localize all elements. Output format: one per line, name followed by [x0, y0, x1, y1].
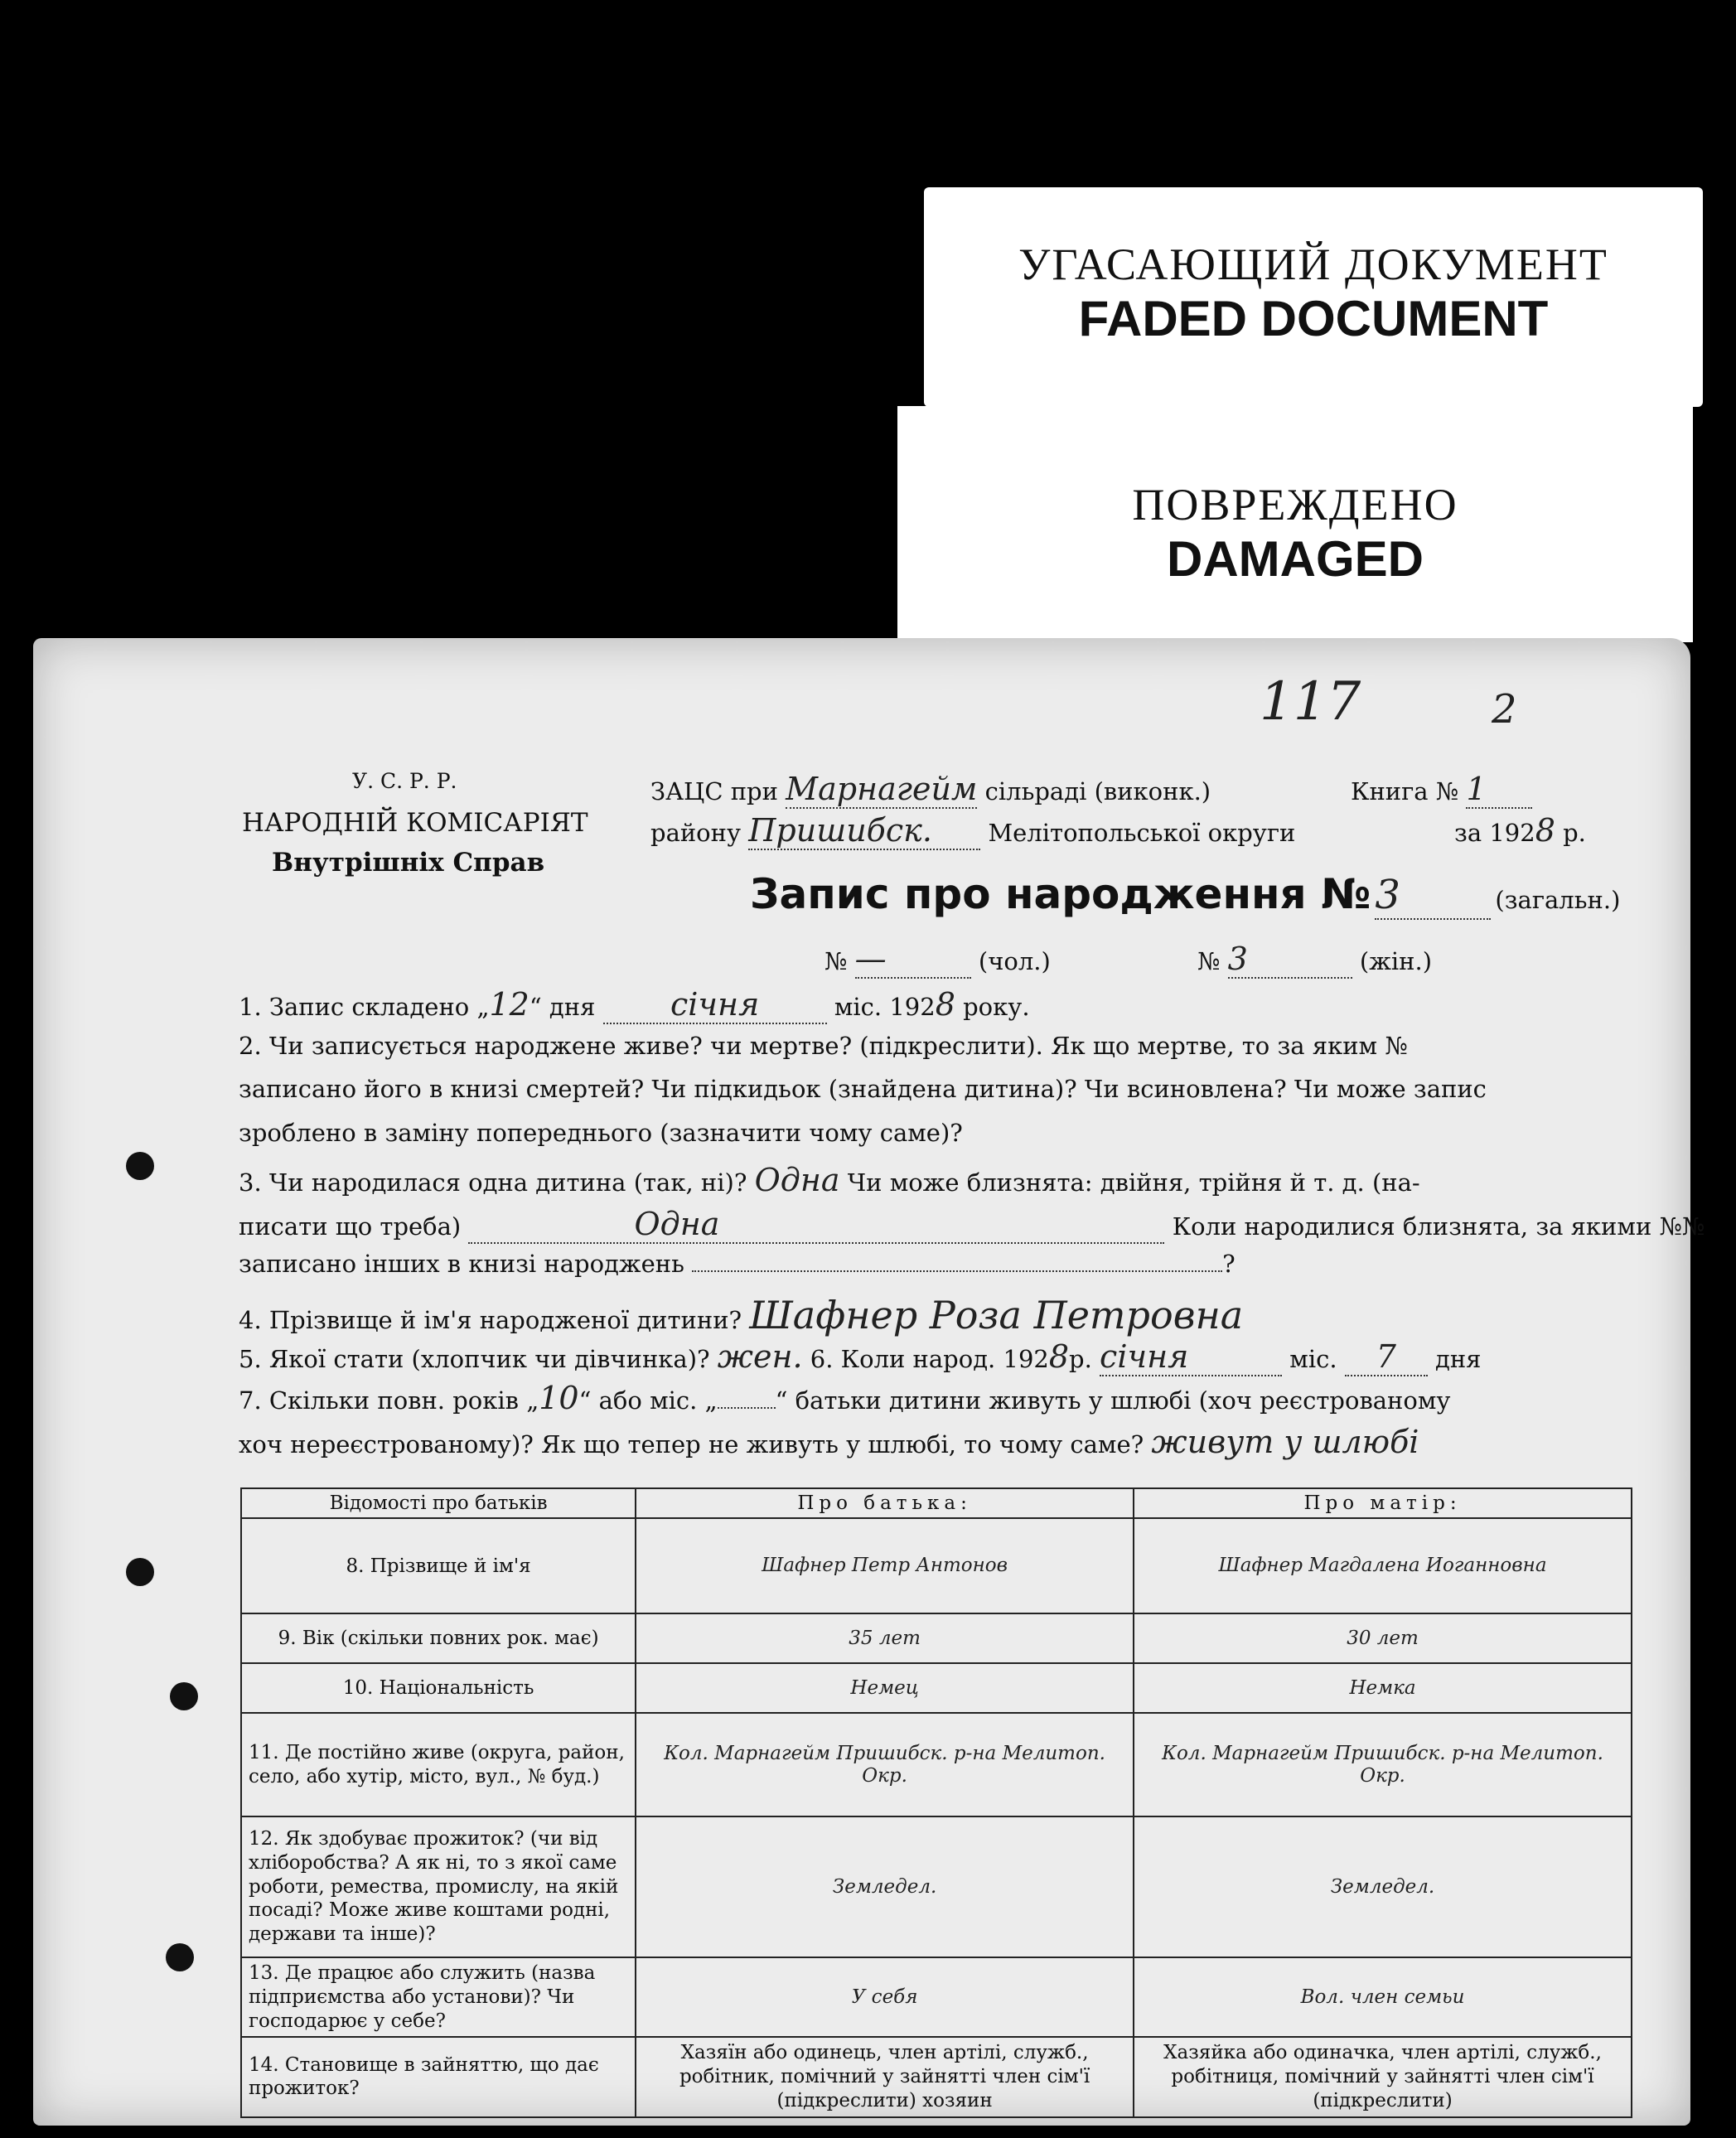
male-label: (чол.): [978, 947, 1051, 975]
column-header-parents: Відомості про батьків: [241, 1488, 636, 1518]
row-question: 11. Де постійно живе (округа, район, село, або хутір, місто, вул., № буд.): [241, 1713, 636, 1816]
punch-hole: [126, 1558, 154, 1586]
mother-status: Хазяйка або одиначка, член артілі, служб., робітниця, помічний у зайнятті член сім'ї (підкреслити): [1134, 2037, 1632, 2116]
district-name: Пришибск.: [748, 812, 980, 850]
item-3-twins-numbers: Коли народилися близнята, за якими №№: [1172, 1212, 1705, 1241]
table-header-row: [241, 1488, 1632, 1518]
birth-month-label: міс.: [1289, 1345, 1337, 1373]
damaged-label-en: DAMAGED: [1167, 531, 1424, 587]
damaged-label-ru: ПОВРЕЖДЕНО: [1132, 480, 1458, 530]
birth-date-label: 6. Коли народ. 192: [810, 1345, 1049, 1373]
item-3-line-1: [239, 1162, 1420, 1198]
father-status: Хазяїн або одинець, член артілі, служб., робітник, помічний у зайнятті член сім'ї (підкреслити) хозяин: [636, 2037, 1134, 2116]
year-suffix: р.: [1563, 819, 1586, 847]
marriage-question: “ батьки дитини живуть у шлюбі (хоч реєстрованому: [775, 1386, 1451, 1415]
item-3-line-2: [239, 1206, 1705, 1244]
birth-record-page: [33, 638, 1705, 2126]
table-row: [241, 2037, 1632, 2116]
item-3-book-label: записано інших в книзі народжень: [239, 1250, 684, 1278]
father-name: Шафнер Петр Антонов: [636, 1518, 1134, 1613]
punch-hole: [126, 1152, 154, 1180]
faded-label-ru: УГАСАЮЩИЙ ДОКУМЕНТ: [1018, 239, 1608, 289]
record-number: 3: [1375, 872, 1491, 920]
record-month: січня: [603, 986, 827, 1024]
item-1-year-label: міс. 192: [834, 993, 936, 1021]
birth-year-suffix: р.: [1069, 1345, 1092, 1373]
male-number-line: [824, 941, 1051, 979]
marriage-months-label: “ або міс. „: [578, 1386, 718, 1415]
parents-table: [240, 1487, 1632, 2118]
female-no-label: №: [1197, 947, 1221, 975]
child-name: Шафнер Роза Петровна: [749, 1293, 1244, 1337]
item-2-line-1: 2. Чи записується народжене живе? чи мертве? (підкреслити). Як що мертве, то за яким №: [239, 1032, 1408, 1060]
village-name: Марнагейм: [786, 771, 978, 807]
item-1-label: 1. Запис складено „: [239, 993, 490, 1021]
zags-line: [650, 771, 1211, 809]
record-title: Запис про народження №: [750, 870, 1371, 918]
father-nationality: Немец: [636, 1663, 1134, 1713]
male-no-label: №: [824, 947, 848, 975]
table-row: [241, 1816, 1632, 1957]
item-3-line-3: [239, 1250, 1236, 1278]
book-label: Книга №: [1351, 777, 1459, 805]
row-question: 10. Національність: [241, 1663, 636, 1713]
item-3-twins-question: Чи може близнята: двійня, трійня й т. д. (на-: [847, 1168, 1420, 1197]
item-3-write-label: писати що треба): [239, 1212, 462, 1241]
item-1-year-suffix: року.: [963, 993, 1030, 1021]
zags-prefix: ЗАЦС при: [650, 777, 778, 805]
mother-nationality: Немка: [1134, 1663, 1632, 1713]
mother-occupation: Земледел.: [1134, 1816, 1632, 1957]
table-row: [241, 1518, 1632, 1613]
item-2-line-3: зроблено в заміну попереднього (зазначити чому саме)?: [239, 1119, 963, 1147]
record-day: 12: [489, 986, 530, 1023]
mother-workplace: Вол. член семьи: [1134, 1957, 1632, 2037]
mother-name: Шафнер Магдалена Иоганновна: [1134, 1518, 1632, 1613]
faded-label-en: FADED DOCUMENT: [1078, 291, 1549, 346]
column-header-father: Про батька:: [636, 1488, 1134, 1518]
ministry-name: НАРОДНІЙ КОМІСАРІЯТ: [242, 808, 588, 838]
single-child-answer: Одна: [754, 1162, 840, 1198]
okruga-name: Мелітопольської округи: [988, 819, 1296, 847]
birth-day-label: дня: [1435, 1345, 1482, 1373]
book-number: 1: [1466, 771, 1532, 809]
table-row: [241, 1613, 1632, 1663]
corner-number: 2: [1492, 686, 1517, 733]
item-1: [239, 986, 1030, 1024]
punch-hole: [170, 1682, 198, 1710]
item-1-day-label: “ дня: [529, 993, 596, 1021]
column-header-mother: Про матір:: [1134, 1488, 1632, 1518]
male-number: —: [855, 941, 971, 979]
row-question: 9. Вік (скільки повних рок. має): [241, 1613, 636, 1663]
district-prefix: району: [650, 819, 742, 847]
mother-age: 30 лет: [1134, 1613, 1632, 1663]
item-4: [239, 1293, 1243, 1337]
child-name-label: 4. Прізвище й ім'я народженої дитини?: [239, 1306, 742, 1334]
zags-suffix: сільраді (виконк.): [984, 777, 1211, 805]
book-line: [1351, 771, 1532, 809]
item-7-line-1: [239, 1380, 1450, 1416]
row-question: 14. Становище в зайняттю, що дає прожиток?: [241, 2037, 636, 2116]
child-sex: жен.: [717, 1338, 803, 1375]
birth-year-digit: 8: [1048, 1338, 1070, 1375]
district-line: [650, 812, 1295, 850]
item-5-6: [239, 1338, 1481, 1376]
item-2-line-2: записано його в книзі смертей? Чи підкидьок (знайдена дитина)? Чи всиновлена? Чи може запис: [239, 1075, 1487, 1103]
single-child-answer-2: Одна: [468, 1206, 1164, 1244]
table-row: [241, 1713, 1632, 1816]
page-number: 117: [1260, 671, 1361, 733]
row-question: 12. Як здобуває прожиток? (чи від хліборобства? А як ні, то з якої саме роботи, ремества, промислу, на якій посаді? Може живе коштами родні, держави та інше)?: [241, 1816, 636, 1957]
general-label: (загальн.): [1495, 886, 1621, 914]
birth-day: 7: [1345, 1338, 1428, 1376]
father-occupation: Земледел.: [636, 1816, 1134, 1957]
female-number: 3: [1228, 941, 1352, 979]
year-digit: 8: [1535, 812, 1555, 849]
row-question: 8. Прізвище й ім'я: [241, 1518, 636, 1613]
department-name: Внутрішніх Справ: [272, 848, 545, 878]
sex-label: 5. Якої стати (хлопчик чи дівчинка)?: [239, 1345, 710, 1373]
mother-residence: Кол. Марнагейм Пришибск. р-на Мелитоп. Окр.: [1134, 1713, 1632, 1816]
damaged-document-label: [897, 406, 1693, 642]
faded-document-label: [924, 187, 1703, 407]
father-workplace: У себя: [636, 1957, 1134, 2037]
year-line: [1454, 812, 1586, 849]
record-year-digit: 8: [935, 986, 955, 1023]
father-residence: Кол. Марнагейм Пришибск. р-на Мелитоп. Окр.: [636, 1713, 1134, 1816]
marriage-years-label: 7. Скільки повн. років „: [239, 1386, 539, 1415]
year-label: за 192: [1454, 819, 1535, 847]
record-title-line: [750, 870, 1620, 920]
state-name: У. С. Р. Р.: [352, 769, 457, 793]
father-age: 35 лет: [636, 1613, 1134, 1663]
row-question: 13. Де працює або служить (назва підприємства або установи)? Чи господарює у себе?: [241, 1957, 636, 2037]
table-row: [241, 1957, 1632, 2037]
item-7-line-2: [239, 1424, 1419, 1460]
item-3-question: 3. Чи народилася одна дитина (так, ні)?: [239, 1168, 747, 1197]
punch-hole: [166, 1943, 194, 1971]
item-3-end: ?: [1222, 1250, 1236, 1278]
marriage-answer: живут у шлюбі: [1151, 1424, 1419, 1460]
female-label: (жін.): [1359, 947, 1433, 975]
marriage-question-2: хоч нереєстрованому)? Як що тепер не живуть у шлюбі, то чому саме?: [239, 1430, 1144, 1458]
marriage-years: 10: [539, 1380, 579, 1416]
table-row: [241, 1663, 1632, 1713]
female-number-line: [1197, 941, 1432, 979]
birth-month: січня: [1100, 1338, 1282, 1376]
